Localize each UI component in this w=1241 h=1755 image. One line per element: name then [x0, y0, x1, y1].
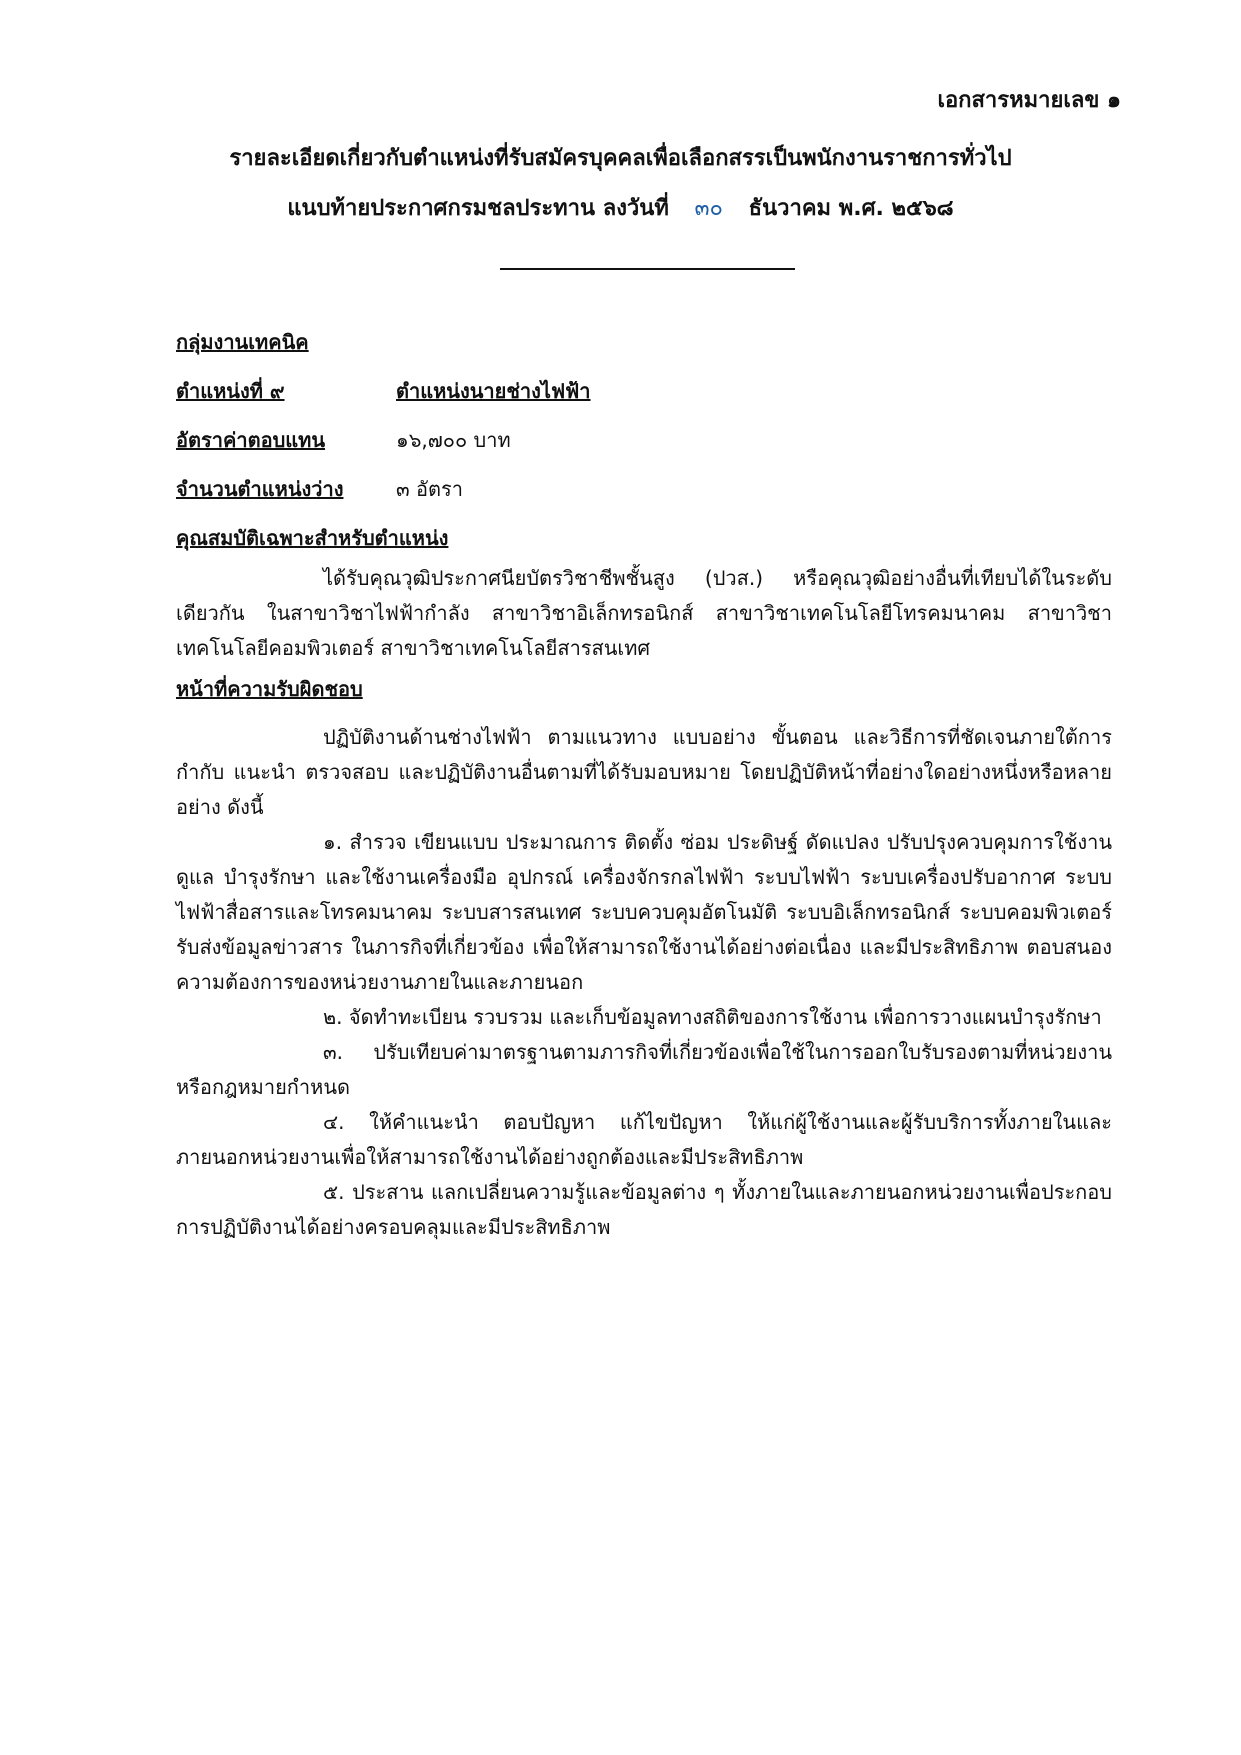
subtitle-date-day: ๓๐	[694, 196, 723, 221]
group-label: กลุ่มงานเทคนิค	[176, 330, 309, 354]
document-body	[176, 325, 1112, 1245]
duty-item-5: ๕. ประสาน แลกเปลี่ยนความรู้และข้อมูลต่าง ๆ ทั้งภายในและภายนอกหน่วยงานเพื่อประกอบการปฏิบัติงานได้อย่างครอบคลุมและมีประสิทธิภาพ	[176, 1180, 1112, 1239]
subtitle-prefix: แนบท้ายประกาศกรมชลประทาน ลงวันที่	[287, 196, 669, 221]
document-number: เอกสารหมายเลข ๑	[937, 88, 1121, 113]
salary-label: อัตราค่าตอบแทน	[176, 428, 326, 452]
duties-intro: ปฏิบัติงานด้านช่างไฟฟ้า ตามแนวทาง แบบอย่าง ขั้นตอน และวิธีการที่ชัดเจนภายใต้การกำกับ แนะนำ ตรวจสอบ และปฏิบัติงานอื่นตามที่ได้รับมอบหมาย โดยปฏิบัติหน้าที่อย่างใดอย่างหนึ่งหรือหลายอย่าง ดังนี้	[176, 725, 1112, 819]
qualifications-text: ได้รับคุณวุฒิประกาศนียบัตรวิชาชีพชั้นสูง (ปวส.) หรือคุณวุฒิอย่างอื่นที่เทียบได้ในระดับเดียวกัน ในสาขาวิชาไฟฟ้ากำลัง สาขาวิชาอิเล็กทรอนิกส์ สาขาวิชาเทคโนโลยีโทรคมนาคม สาขาวิชาเทคโนโลยีคอมพิวเตอร์ สาขาวิชาเทคโนโลยีสารสนเทศ	[176, 566, 1112, 660]
position-row	[176, 374, 1112, 423]
duties-heading: หน้าที่ความรับผิดชอบ	[176, 677, 363, 701]
salary-row	[176, 423, 1112, 472]
salary-value: ๑๖,๗๐๐ บาท	[396, 428, 511, 452]
group-row	[176, 325, 1112, 374]
title-divider	[500, 268, 795, 270]
duty-item-3: ๓. ปรับเทียบค่ามาตรฐานตามภารกิจที่เกี่ยวข้องเพื่อใช้ในการออกใบรับรองตามที่หน่วยงานหรือกฎหมายกำหนด	[176, 1040, 1112, 1099]
duty-item-2: ๒. จัดทำทะเบียน รวบรวม และเก็บข้อมูลทางสถิติของการใช้งาน เพื่อการวางแผนบำรุงรักษา	[323, 1005, 1102, 1029]
vacancy-row	[176, 472, 1112, 521]
qualifications-heading: คุณสมบัติเฉพาะสำหรับตำแหน่ง	[176, 526, 449, 550]
vacancy-label: จำนวนตำแหน่งว่าง	[176, 477, 344, 501]
position-value: ตำแหน่งนายช่างไฟฟ้า	[396, 379, 591, 403]
vacancy-value: ๓ อัตรา	[396, 477, 464, 501]
duty-item-1: ๑. สำรวจ เขียนแบบ ประมาณการ ติดตั้ง ซ่อม ประดิษฐ์ ดัดแปลง ปรับปรุงควบคุมการใช้งาน ดูแล บำรุงรักษา และใช้งานเครื่องมือ อุปกรณ์ เครื่องจักรกลไฟฟ้า ระบบไฟฟ้า ระบบเครื่องปรับอากาศ ระบบไฟฟ้าสื่อสารและโทรคมนาคม ระบบสารสนเทศ ระบบควบคุมอัตโนมัติ ระบบอิเล็กทรอนิกส์ ระบบคอมพิวเตอร์ รับส่งข้อมูลข่าวสาร ในภารกิจที่เกี่ยวข้อง เพื่อให้สามารถใช้งานได้อย่างต่อเนื่อง และมีประสิทธิภาพ ตอบสนองความต้องการของหน่วยงานภายในและภายนอก	[176, 830, 1112, 994]
subtitle-suffix: ธันวาคม พ.ศ. ๒๕๖๘	[748, 196, 954, 221]
document-subtitle	[0, 190, 1241, 225]
position-label: ตำแหน่งที่ ๙	[176, 379, 285, 403]
duty-item-4: ๔. ให้คำแนะนำ ตอบปัญหา แก้ไขปัญหา ให้แก่ผู้ใช้งานและผู้รับบริการทั้งภายในและภายนอกหน่วยงานเพื่อให้สามารถใช้งานได้อย่างถูกต้องและมีประสิทธิภาพ	[176, 1110, 1112, 1169]
document-title: รายละเอียดเกี่ยวกับตำแหน่งที่รับสมัครบุคคลเพื่อเลือกสรรเป็นพนักงานราชการทั่วไป	[229, 146, 1012, 171]
